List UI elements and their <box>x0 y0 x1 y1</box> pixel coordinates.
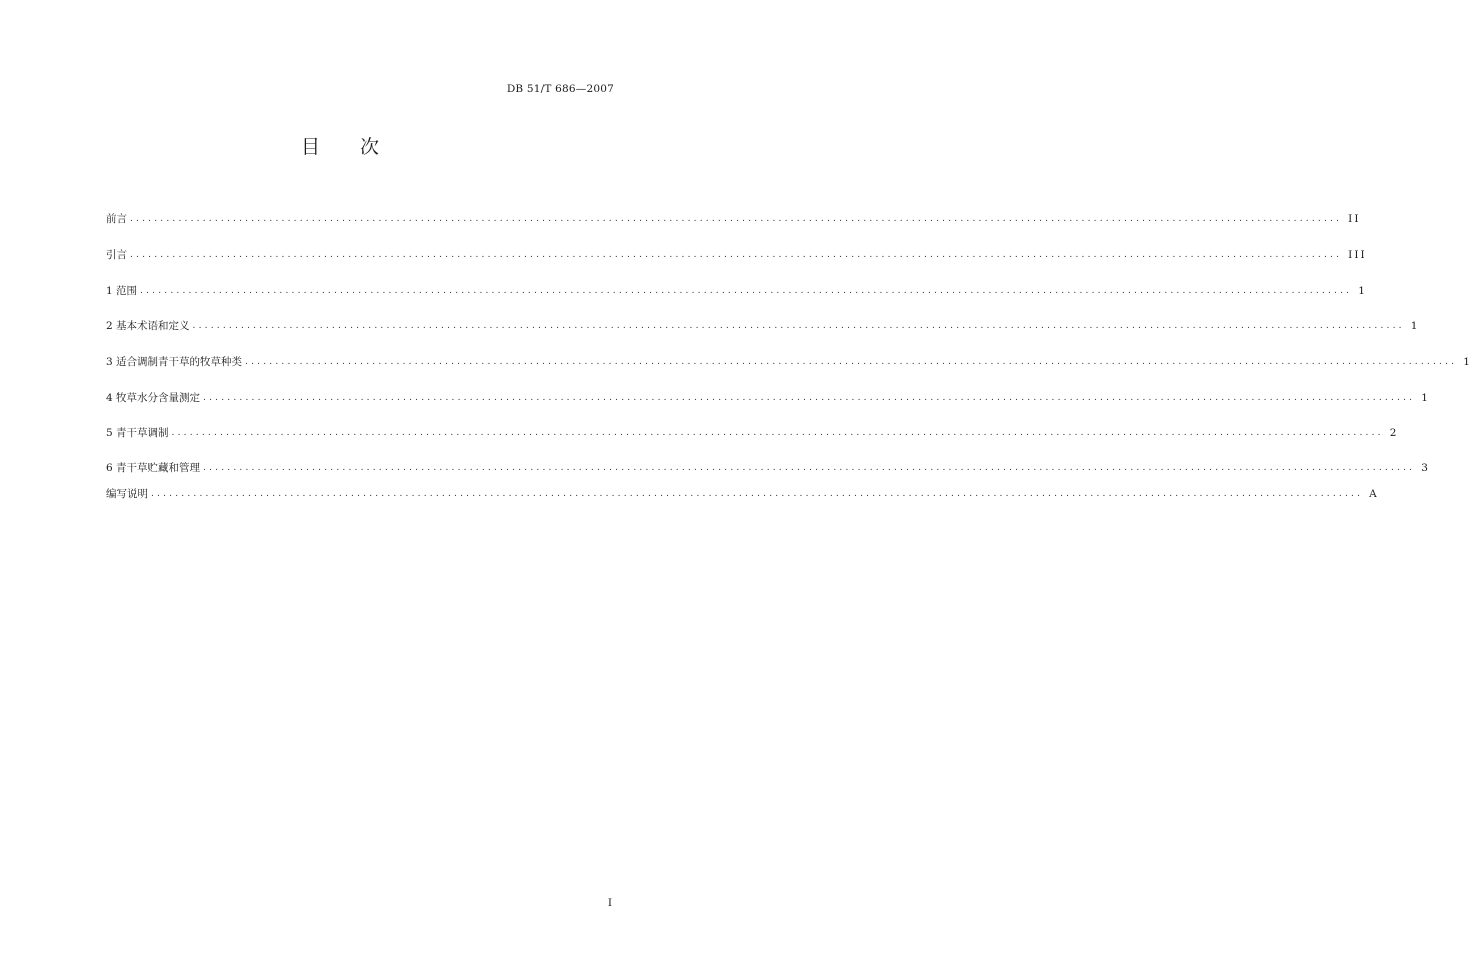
page-title: 目次 <box>300 136 419 158</box>
toc-entry-page: 1 <box>1463 356 1472 368</box>
toc-dot-leader: ........................................................................................................................................................................................................ <box>203 463 1416 473</box>
toc-entry-page: 1 <box>1421 392 1430 404</box>
toc-entry-label: 引言 <box>106 249 127 261</box>
toc-dot-leader: ........................................................................................................................................................................................................ <box>245 357 1458 367</box>
toc-dot-leader: ........................................................................................................................................................................................................ <box>140 286 1353 296</box>
toc-entry-page: 2 <box>1389 427 1399 439</box>
toc-entry-label: 3 适合调制青干草的牧草种类 <box>106 356 243 368</box>
toc-dot-leader: ........................................................................................................................................................................................................ <box>203 393 1416 403</box>
document-code: DB 51/T 686—2007 <box>506 83 614 95</box>
toc-entry-drafting-notes[interactable] <box>106 487 1379 501</box>
toc-dot-leader: ........................................................................................................................................................................................................ <box>171 428 1384 438</box>
toc-entry-label: 6 青干草贮藏和管理 <box>106 462 201 474</box>
toc-dot-leader: ........................................................................................................................................................................................................ <box>192 321 1405 331</box>
toc-entry-label: 编写说明 <box>106 488 148 500</box>
toc-entry-moisture-test[interactable] <box>106 391 1430 405</box>
toc-entry-label: 前言 <box>106 213 127 225</box>
toc-entry-terms-definitions[interactable] <box>106 319 1420 333</box>
toc-entry-introduction[interactable] <box>106 248 1367 262</box>
toc-entry-label: 5 青干草调制 <box>106 427 169 439</box>
toc-entry-forage-species[interactable] <box>106 355 1472 369</box>
toc-entry-label: 1 范围 <box>106 285 138 297</box>
toc-entry-page: 3 <box>1421 462 1430 474</box>
toc-dot-leader: ........................................................................................................................................................................................................ <box>130 250 1343 260</box>
toc-entry-page: A <box>1369 488 1379 500</box>
page-number: I <box>607 897 612 909</box>
toc-entry-label: 4 牧草水分含量测定 <box>106 392 201 404</box>
toc-dot-leader: ........................................................................................................................................................................................................ <box>151 489 1364 499</box>
toc-entry-page: 1 <box>1358 285 1367 297</box>
toc-entry-page: III <box>1348 249 1367 261</box>
toc-entry-foreword[interactable] <box>106 212 1361 226</box>
toc-entry-page: II <box>1348 213 1361 225</box>
toc-entry-hay-preparation[interactable] <box>106 426 1399 440</box>
toc-entry-page: 1 <box>1410 320 1420 332</box>
toc-entry-scope[interactable] <box>106 284 1367 298</box>
toc-entry-hay-storage[interactable] <box>106 461 1430 475</box>
toc-dot-leader: ........................................................................................................................................................................................................ <box>130 214 1343 224</box>
toc-entry-label: 2 基本术语和定义 <box>106 320 190 332</box>
